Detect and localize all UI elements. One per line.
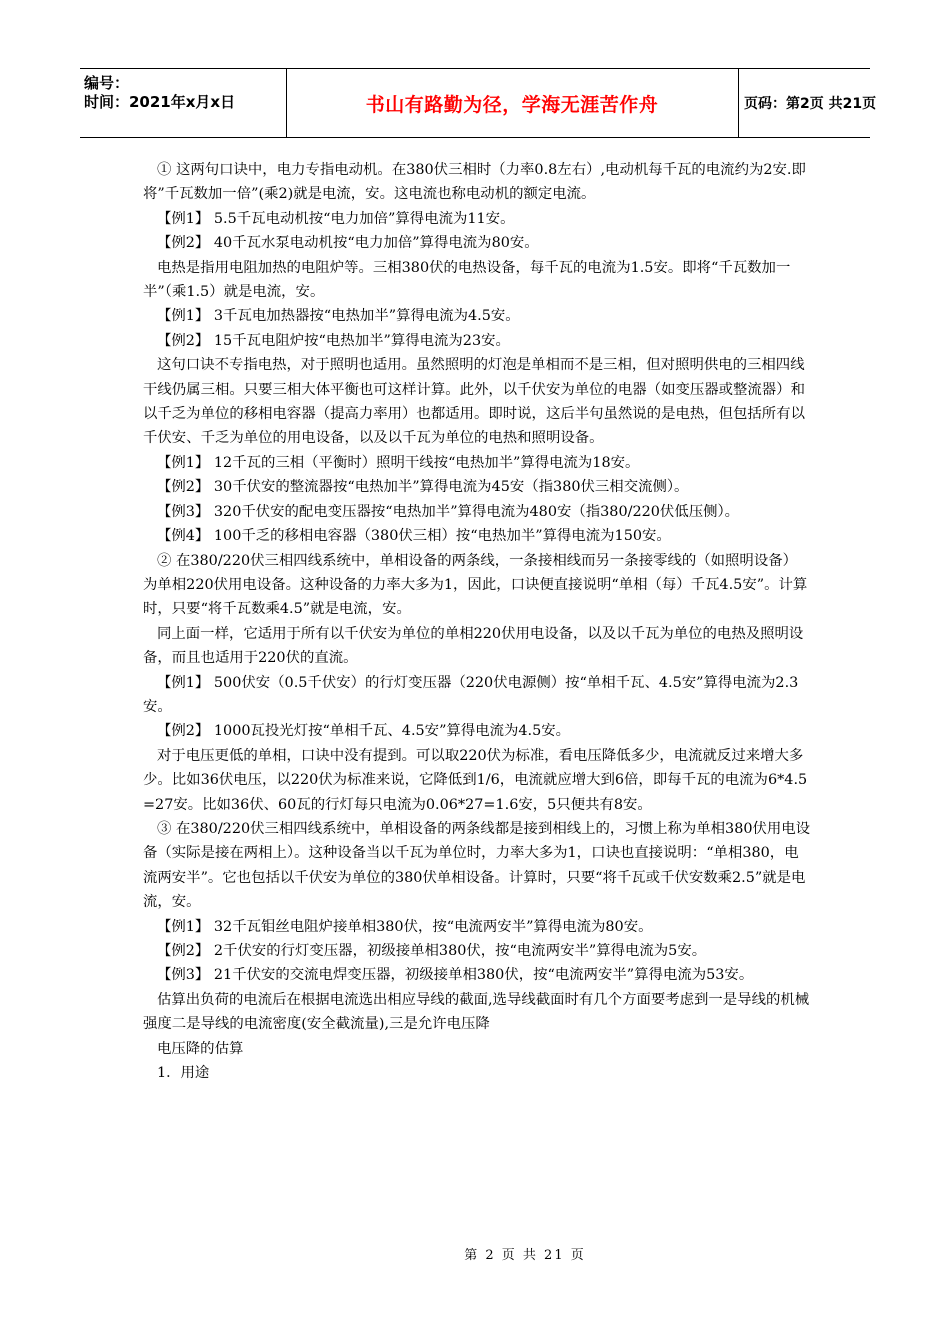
subsection-heading: 1．用途 [157,1065,210,1082]
paragraph: ③ 在380/220伏三相四线系统中，单相设备的两条线都是接到相线上的，习惯上称为单相380伏用电设备（实际是接在两相上）。这种设备当以千瓦为单位时，力率大多为1，口诀也直接说明：“单相380，电流两安半”。它也包括以千伏安为单位的380伏单相设备。计算时，只要“将千瓦或千伏安数乘2.5”就是电流，安。 [143,820,811,911]
paragraph: ① 这两句口诀中，电力专指电动机。在380伏三相时（力率0.8左右）,电动机每千瓦的电流约为2安.即将”千瓦数加一倍”(乘2)就是电流，安。这电流也称电动机的额定电流。 [143,162,806,203]
example-line: 【例1】 5.5千瓦电动机按“电力加倍”算得电流为11安。 [157,210,515,227]
paragraph: ② 在380/220伏三相四线系统中，单相设备的两条线，一条接相线而另一条接零线的（如照明设备）为单相220伏用电设备。这种设备的力率大多为1，因此，口诀便直接说明“单相（每）千瓦4.5安”。计算时，只要“将千瓦数乘4.5”就是电流，安。 [143,552,808,618]
header-motto-cell [286,69,739,137]
paragraph: 对于电压更低的单相，口诀中没有提到。可以取220伏为标准，看电压降低多少，电流就反过来增大多少。比如36伏电压，以220伏为标准来说，它降低到1/6，电流就应增大到6倍，即每千瓦的电流为6*4.5=27安。比如36伏、60瓦的行灯每只电流为0.06*27=1.6安，5只便共有8安。 [143,747,808,813]
header-left-cell [80,69,287,137]
example-line: 【例1】 3千瓦电加热器按“电热加半”算得电流为4.5安。 [157,308,520,325]
header-page-info: 页码：第2页 共21页 [744,96,877,112]
example-line: 【例3】 21千伏安的交流电焊变压器，初级接单相380伏，按“电流两安半”算得电流为53安。 [157,967,754,984]
example-line: 【例1】 12千瓦的三相（平衡时）照明干线按“电热加半”算得电流为18安。 [157,454,640,471]
example-line: 【例2】 15千瓦电阻炉按“电热加半”算得电流为23安。 [157,332,510,349]
paragraph: 估算出负荷的电流后在根据电流选出相应导线的截面,选导线截面时有几个方面要考虑到一是导线的机械强度二是导线的电流密度(安全截流量),三是允许电压降 [143,991,810,1033]
document-number-label: 编号： [84,74,130,92]
header-page-cell [740,69,877,137]
page-footer: 第 2 页 共 21 页 [464,1248,586,1263]
example-line: 【例4】 100千乏的移相电容器（380伏三相）按“电热加半”算得电流为150安。 [157,528,671,545]
document-date-label: 时间：2021年x月x日 [84,93,236,111]
paragraph: 同上面一样，它适用于所有以千伏安为单位的单相220伏用电设备，以及以千瓦为单位的电热及照明设备，而且也适用于220伏的直流。 [143,625,804,667]
document-body [143,158,811,1085]
example-line: 【例2】 2千伏安的行灯变压器，初级接单相380伏，按“电流两安半”算得电流为5安。 [157,943,707,959]
section-heading: 电压降的估算 [157,1040,244,1057]
header-motto: 书山有路勤为径，学海无涯苦作舟 [365,93,659,116]
example-line: 【例3】 320千伏安的配电变压器按“电热加半”算得电流为480安（指380/220伏低压侧）。 [157,503,740,520]
example-line: 【例2】 40千瓦水泵电动机按“电力加倍”算得电流为80安。 [157,235,539,252]
paragraph: 电热是指用电阻加热的电阻炉等。三相380伏的电热设备，每千瓦的电流为1.5安。即将“千瓦数加一半”（乘1.5）就是电流，安。 [143,259,791,301]
example-line: 【例1】 500伏安（0.5千伏安）的行灯变压器（220伏电源侧）按“单相千瓦、4.5安”算得电流为2.3安。 [143,674,799,715]
example-line: 【例2】 30千伏安的整流器按“电热加半”算得电流为45安（指380伏三相交流侧）。 [157,479,689,496]
page-header [80,68,877,138]
example-line: 【例2】 1000瓦投光灯按“单相千瓦、4.5安”算得电流为4.5安。 [157,723,571,740]
example-line: 【例1】 32千瓦钼丝电阻炉接单相380伏，按“电流两安半”算得电流为80安。 [157,918,653,935]
paragraph: 这句口诀不专指电热，对于照明也适用。虽然照明的灯泡是单相而不是三相，但对照明供电的三相四线干线仍属三相。只要三相大体平衡也可这样计算。此外，以千伏安为单位的电器（如变压器或整流器）和以千乏为单位的移相电容器（提高力率用）也都适用。即时说，这后半句虽然说的是电热，但包括所有以千伏安、千乏为单位的用电设备，以及以千瓦为单位的电热和照明设备。 [143,357,805,447]
